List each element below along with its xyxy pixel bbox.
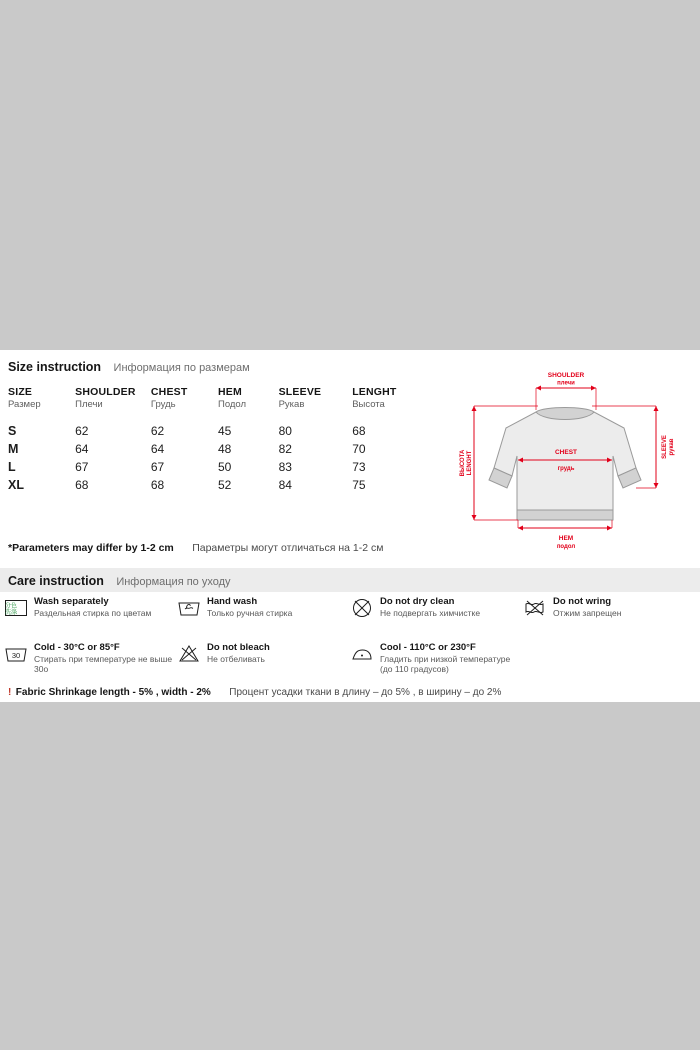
label-length-ru: ВЫСОТА (460, 449, 466, 477)
cell-chest: 68 (150, 478, 165, 492)
warning-mark: ! (8, 687, 12, 698)
do-not-dry-clean-icon (350, 596, 374, 620)
care-item-text: Cool - 110°C or 230°F Гладить при низкой температуре (до 110 градусов) (380, 642, 511, 674)
wash-cold-30-icon (4, 642, 28, 666)
fabric-shrinkage-note (8, 682, 501, 700)
care-item-text: Wash separately Раздельная стирка по цветам (34, 596, 152, 618)
column-header-size: SIZE Размер (8, 386, 41, 410)
care-item-iron-low (350, 642, 523, 674)
column-header-hem: HEM Подол (217, 386, 247, 410)
cell-shoulder: 68 (75, 478, 89, 492)
cell-chest: 64 (150, 442, 165, 456)
label-shoulder-ru: плечи (557, 380, 575, 387)
cell-length: 68 (352, 424, 366, 438)
cell-chest: 67 (150, 460, 165, 474)
label-chest-ru: грудь (557, 466, 575, 472)
svg-text:洗涤: 洗涤 (4, 610, 18, 616)
label-shoulder-en: SHOULDER (547, 372, 585, 379)
cell-size: XL (8, 478, 24, 492)
size-instruction-title-ru: Информация по размерам (113, 362, 250, 374)
dimension-shoulder (536, 386, 596, 411)
care-instruction-heading (8, 572, 231, 590)
dimension-hem (518, 520, 612, 531)
cell-hem: 50 (217, 460, 232, 474)
care-item-wash-cold-30 (4, 642, 177, 674)
care-instruction-title-en: Care instruction (8, 574, 104, 588)
column-header-shoulder: SHOULDER Плечи (75, 386, 136, 410)
table-row (8, 440, 428, 458)
cell-length: 70 (352, 442, 366, 456)
cell-shoulder: 62 (75, 424, 89, 438)
size-note-ru: Параметры могут отличаться на 1-2 см (192, 542, 384, 554)
care-item-wash-separately (4, 596, 177, 620)
table-row (8, 458, 428, 476)
table-header-row (8, 386, 428, 412)
sweatshirt-illustration (489, 408, 641, 521)
care-item-do-not-bleach (177, 642, 350, 666)
label-hem-ru: подол (556, 544, 576, 550)
cell-sleeve: 83 (278, 460, 292, 474)
size-note (8, 538, 383, 556)
care-item-hand-wash (177, 596, 350, 620)
size-table (8, 386, 428, 494)
column-header-chest: CHEST Грудь (150, 386, 188, 410)
cell-shoulder: 67 (75, 460, 89, 474)
cell-sleeve: 84 (278, 478, 292, 492)
care-instruction-title-ru: Информация по уходу (116, 576, 231, 588)
wash-separately-icon (4, 596, 28, 620)
do-not-bleach-icon (177, 642, 201, 666)
cell-hem: 52 (217, 478, 232, 492)
table-row (8, 422, 428, 440)
care-item-text: Do not wring Отжим запрещен (553, 596, 622, 618)
label-chest-en: CHEST (554, 449, 578, 456)
cell-hem: 45 (217, 424, 232, 438)
column-header-length: LENGHT Высота (352, 386, 397, 410)
cell-shoulder: 64 (75, 442, 89, 456)
table-spacer (8, 412, 428, 422)
cell-length: 75 (352, 478, 366, 492)
size-care-sheet (0, 350, 700, 702)
cell-hem: 48 (217, 442, 232, 456)
care-item-text: Do not bleach Не отбеливать (207, 642, 270, 664)
table-row (8, 476, 428, 494)
label-hem-en: HEM (558, 535, 574, 542)
label-length-en: LENGHT (467, 450, 473, 476)
care-item-do-not-dry-clean (350, 596, 523, 620)
fabric-shrinkage-en: Fabric Shrinkage length - 5% , width - 2% (15, 687, 211, 698)
svg-text:30: 30 (11, 651, 21, 660)
cell-length: 73 (352, 460, 366, 474)
care-item-do-not-wring (523, 596, 696, 620)
size-note-en: *Parameters may differ by 1-2 cm (8, 542, 174, 554)
size-instruction-title-en: Size instruction (8, 360, 102, 374)
iron-low-icon (350, 642, 374, 666)
size-instruction-heading (8, 358, 250, 376)
cell-sleeve: 82 (278, 442, 292, 456)
svg-text:分色: 分色 (4, 603, 18, 610)
garment-measurement-diagram (440, 370, 690, 565)
do-not-wring-icon (523, 596, 547, 620)
label-sleeve-en: SLEEVE (662, 435, 668, 459)
column-header-sleeve: SLEEVE Рукав (278, 386, 322, 410)
label-sleeve-ru: рукав (669, 438, 675, 456)
cell-sleeve: 80 (278, 424, 292, 438)
fabric-shrinkage-ru: Процент усадки ткани в длину – до 5% , в ширину – до 2% (229, 687, 502, 698)
cell-chest: 62 (150, 424, 165, 438)
care-item-text: Hand wash Только ручная стирка (207, 596, 293, 618)
hand-wash-icon (177, 596, 201, 620)
cell-size: S (8, 424, 17, 438)
care-icon-grid (4, 596, 696, 674)
care-item-text: Do not dry clean Не подвергать химчистке (380, 596, 481, 618)
care-item-text: Cold - 30°C or 85°F Стирать при температуре не выше 30о (34, 642, 173, 674)
cell-size: L (8, 460, 16, 474)
cell-size: M (8, 442, 19, 456)
